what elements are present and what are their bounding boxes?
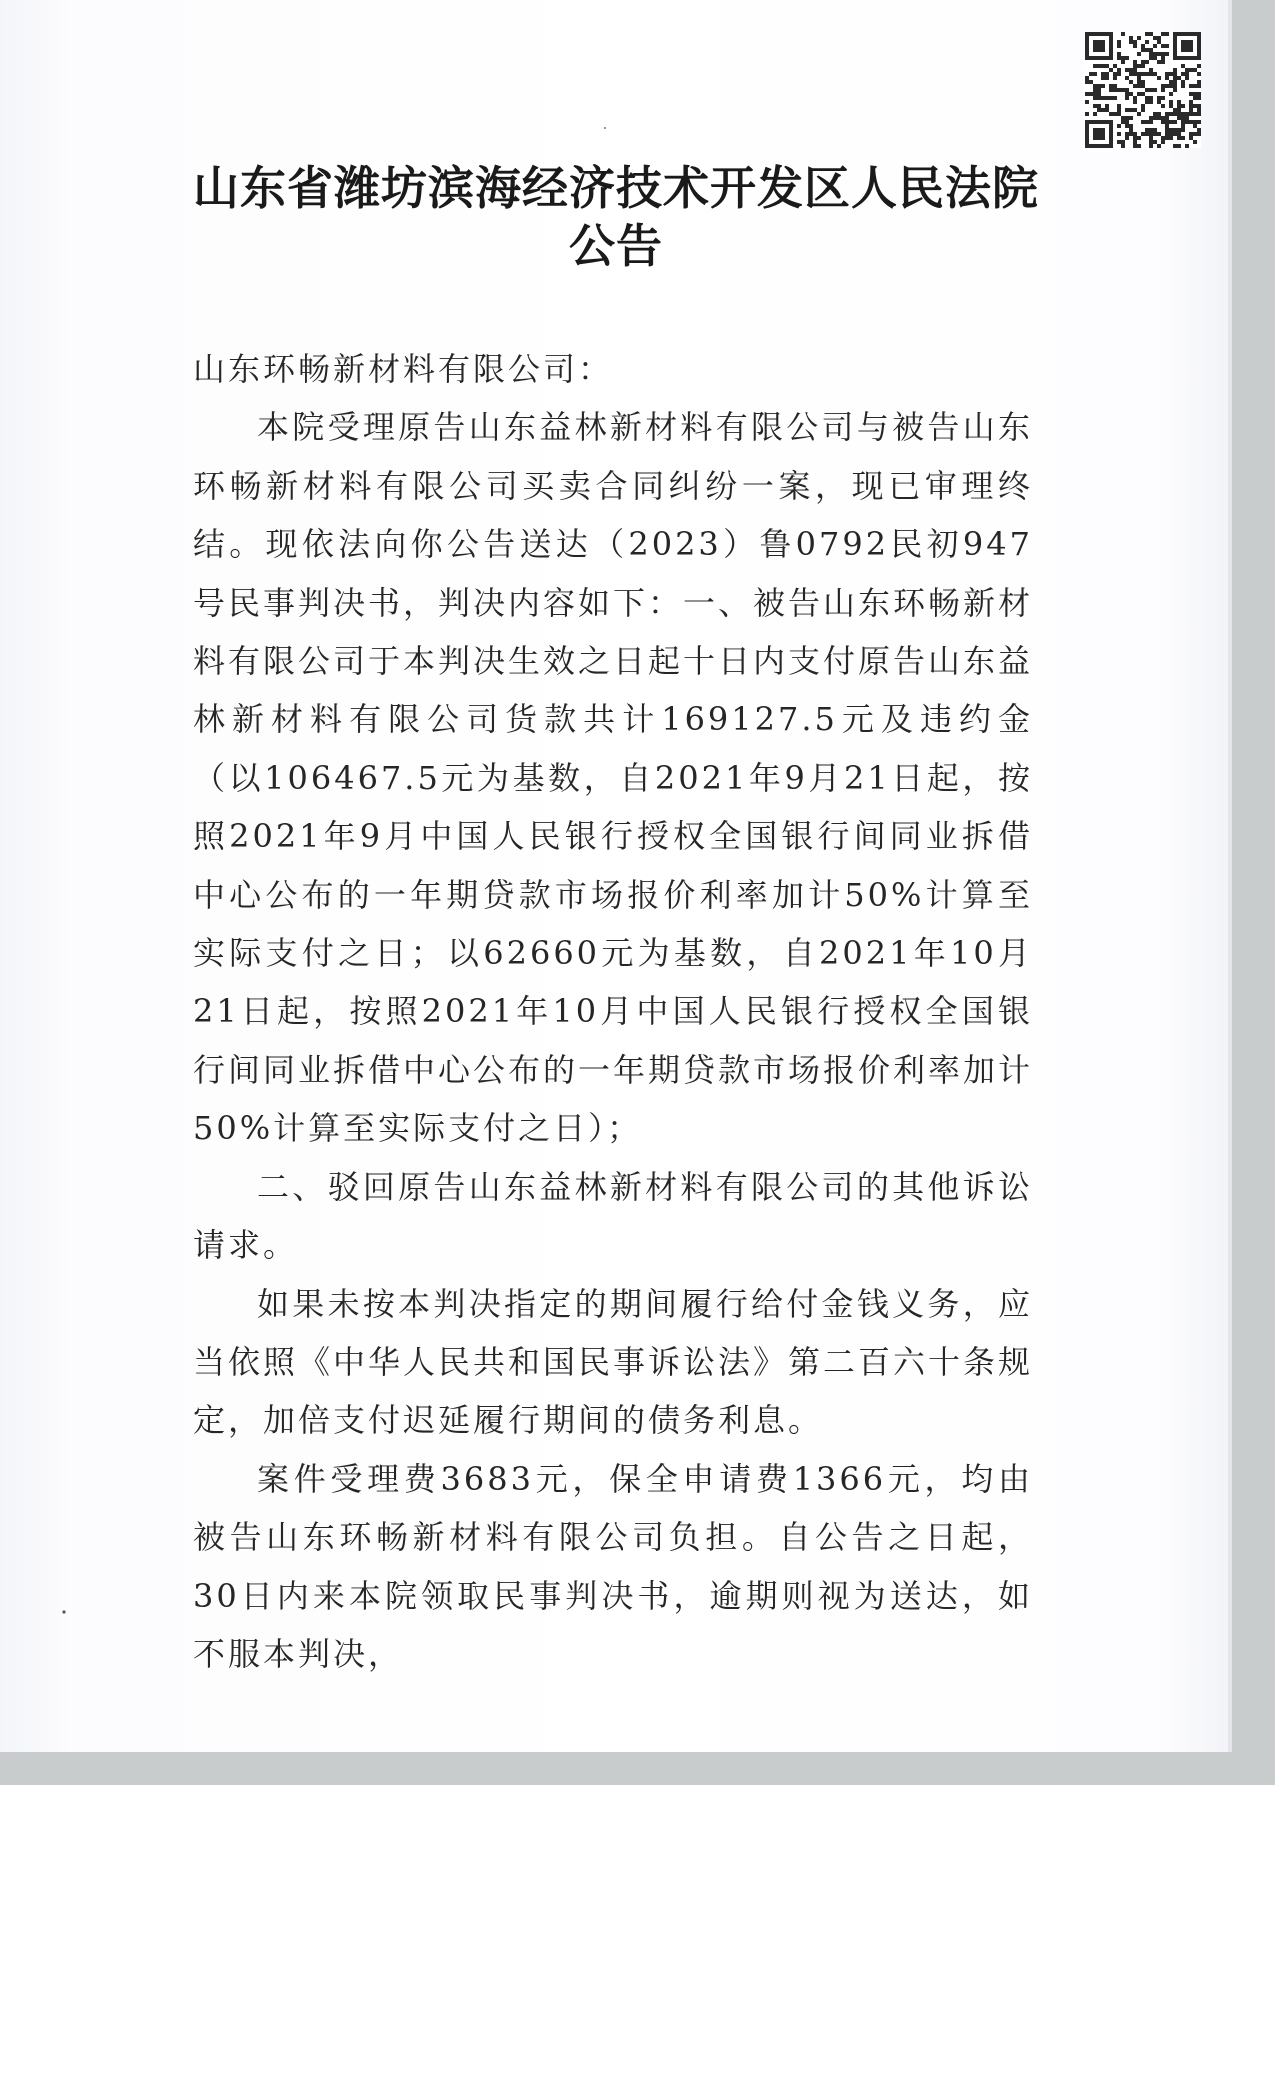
delay-interest-paragraph: 如果未按本判决指定的期间履行给付金钱义务，应当依照《中华人民共和国民事诉讼法》第二百六十条规定，加倍支付迟延履行期间的债务利息。 bbox=[193, 1284, 1034, 1440]
judgment-paragraph: 本院受理原告山东益林新材料有限公司与被告山东环畅新材料有限公司买卖合同纠纷一案，现已审理终结。现依法向你公告送达（2023）鲁0792民初947号民事判决书，判决内容如下：一、被告山东环畅新材料有限公司于本判决生效之日起十日内支付原告山东益林新材料有限公司货款共计169127.5元及违约金（以106467.5元为基数，自2021年9月21日起，按照2021年9月中国人民银行授权全国银行间同业拆借中心公布的一年期贷款市场报价利率加计50%计算至实际支付之日；以62660元为基数，自2021年10月21日起，按照2021年10月中国人民银行授权全国银行间同业拆借中心公布的一年期贷款市场报价利率加计50%计算至实际支付之日）； bbox=[193, 408, 1034, 1148]
notice-title: 公告 bbox=[569, 219, 663, 273]
addressee-line: 山东环畅新材料有限公司： bbox=[193, 350, 614, 388]
qr-code-icon bbox=[1085, 32, 1201, 148]
fees-paragraph: 案件受理费3683元，保全申请费1366元，均由被告山东环畅新材料有限公司负担。自公告之日起，30日内来本院领取民事判决书，逾期则视为送达，如不服本判决， bbox=[193, 1459, 1033, 1673]
court-name-heading: 山东省潍坊滨海经济技术开发区人民法院 bbox=[193, 161, 1039, 215]
notice-body bbox=[193, 340, 1033, 1683]
dismissal-paragraph: 二、驳回原告山东益林新材料有限公司的其他诉讼请求。 bbox=[193, 1167, 1033, 1265]
